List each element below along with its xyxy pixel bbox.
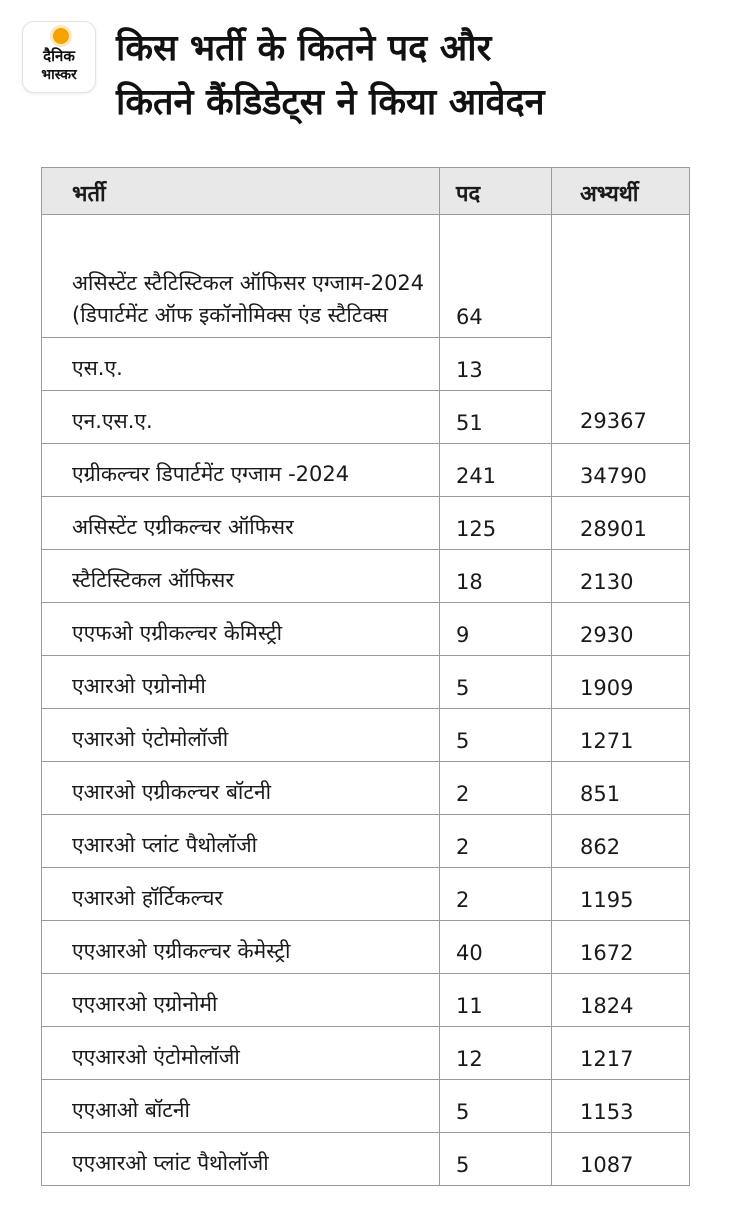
row-name: एस.ए. xyxy=(42,338,440,391)
table-row xyxy=(42,762,690,815)
row-posts: 18 xyxy=(440,550,552,603)
logo-text-line1: दैनिक xyxy=(43,47,75,65)
row-name: एन.एस.ए. xyxy=(42,391,440,444)
title-line-1: किस भर्ती के कितने पद और xyxy=(116,28,492,69)
table-row xyxy=(42,709,690,762)
table-row xyxy=(42,1133,690,1186)
row-posts: 5 xyxy=(440,1080,552,1133)
row-name: एआरओ एग्रोनोमी xyxy=(42,656,440,709)
row-posts: 5 xyxy=(440,1133,552,1186)
row-name: एआरओ प्लांट पैथोलॉजी xyxy=(42,815,440,868)
sun-icon xyxy=(53,28,69,44)
table-row xyxy=(42,1080,690,1133)
row-posts: 51 xyxy=(440,391,552,444)
table-row xyxy=(42,215,690,338)
row-name: एएआरओ एंटोमोलॉजी xyxy=(42,1027,440,1080)
page-title xyxy=(116,22,716,130)
table-row xyxy=(42,603,690,656)
table-row xyxy=(42,1027,690,1080)
row-posts: 40 xyxy=(440,921,552,974)
row-name: एग्रीकल्चर डिपार्टमेंट एग्जाम -2024 xyxy=(42,444,440,497)
row-posts: 13 xyxy=(440,338,552,391)
row-posts: 125 xyxy=(440,497,552,550)
row-posts: 2 xyxy=(440,762,552,815)
header-recruitment: भर्ती xyxy=(42,168,440,215)
row-name: एआरओ एग्रीकल्चर बॉटनी xyxy=(42,762,440,815)
row-posts: 5 xyxy=(440,656,552,709)
row-posts: 12 xyxy=(440,1027,552,1080)
row-candidates: 1271 xyxy=(552,709,690,762)
dainik-bhaskar-logo xyxy=(22,21,96,93)
row-name: एआरओ एंटोमोलॉजी xyxy=(42,709,440,762)
row-candidates: 1153 xyxy=(552,1080,690,1133)
row-posts: 5 xyxy=(440,709,552,762)
row-candidates: 862 xyxy=(552,815,690,868)
logo-text-line2: भास्कर xyxy=(41,67,77,83)
row-name: एएआरओ एग्रोनोमी xyxy=(42,974,440,1027)
table-row xyxy=(42,815,690,868)
row-candidates-merged: 29367 xyxy=(552,215,690,444)
row-name: असिस्टेंट स्टैटिस्टिकल ऑफिसर एग्जाम-2024 (डिपार्टमेंट ऑफ इकॉनोमिक्स एंड स्टैटिक्स xyxy=(42,215,440,338)
row-posts: 241 xyxy=(440,444,552,497)
title-line-2: कितने कैंडिडेट्स ने किया आवेदन xyxy=(116,82,545,123)
row-candidates: 851 xyxy=(552,762,690,815)
row-candidates: 1217 xyxy=(552,1027,690,1080)
row-name: असिस्टेंट एग्रीकल्चर ऑफिसर xyxy=(42,497,440,550)
row-candidates: 2130 xyxy=(552,550,690,603)
row-name: एएआरओ एग्रीकल्चर केमेस्ट्री xyxy=(42,921,440,974)
row-posts: 11 xyxy=(440,974,552,1027)
row-candidates: 28901 xyxy=(552,497,690,550)
table-header-row xyxy=(42,168,690,215)
row-posts: 9 xyxy=(440,603,552,656)
row-name: एआरओ हॉर्टिकल्चर xyxy=(42,868,440,921)
row-posts: 2 xyxy=(440,815,552,868)
table-row xyxy=(42,868,690,921)
row-candidates: 1824 xyxy=(552,974,690,1027)
table-row xyxy=(42,444,690,497)
row-candidates: 1672 xyxy=(552,921,690,974)
table-row xyxy=(42,921,690,974)
table-row xyxy=(42,656,690,709)
row-name: स्टैटिस्टिकल ऑफिसर xyxy=(42,550,440,603)
row-posts: 64 xyxy=(440,215,552,338)
header-posts: पद xyxy=(440,168,552,215)
row-name: एएआरओ प्लांट पैथोलॉजी xyxy=(42,1133,440,1186)
row-candidates: 1195 xyxy=(552,868,690,921)
table-row xyxy=(42,497,690,550)
row-candidates: 1087 xyxy=(552,1133,690,1186)
row-candidates: 34790 xyxy=(552,444,690,497)
row-candidates: 1909 xyxy=(552,656,690,709)
table-row xyxy=(42,974,690,1027)
recruitment-table xyxy=(41,167,690,1186)
header-candidates: अभ्यर्थी xyxy=(552,168,690,215)
row-name: एएआओ बॉटनी xyxy=(42,1080,440,1133)
row-posts: 2 xyxy=(440,868,552,921)
table-row xyxy=(42,550,690,603)
row-candidates: 2930 xyxy=(552,603,690,656)
row-name: एएफओ एग्रीकल्चर केमिस्ट्री xyxy=(42,603,440,656)
